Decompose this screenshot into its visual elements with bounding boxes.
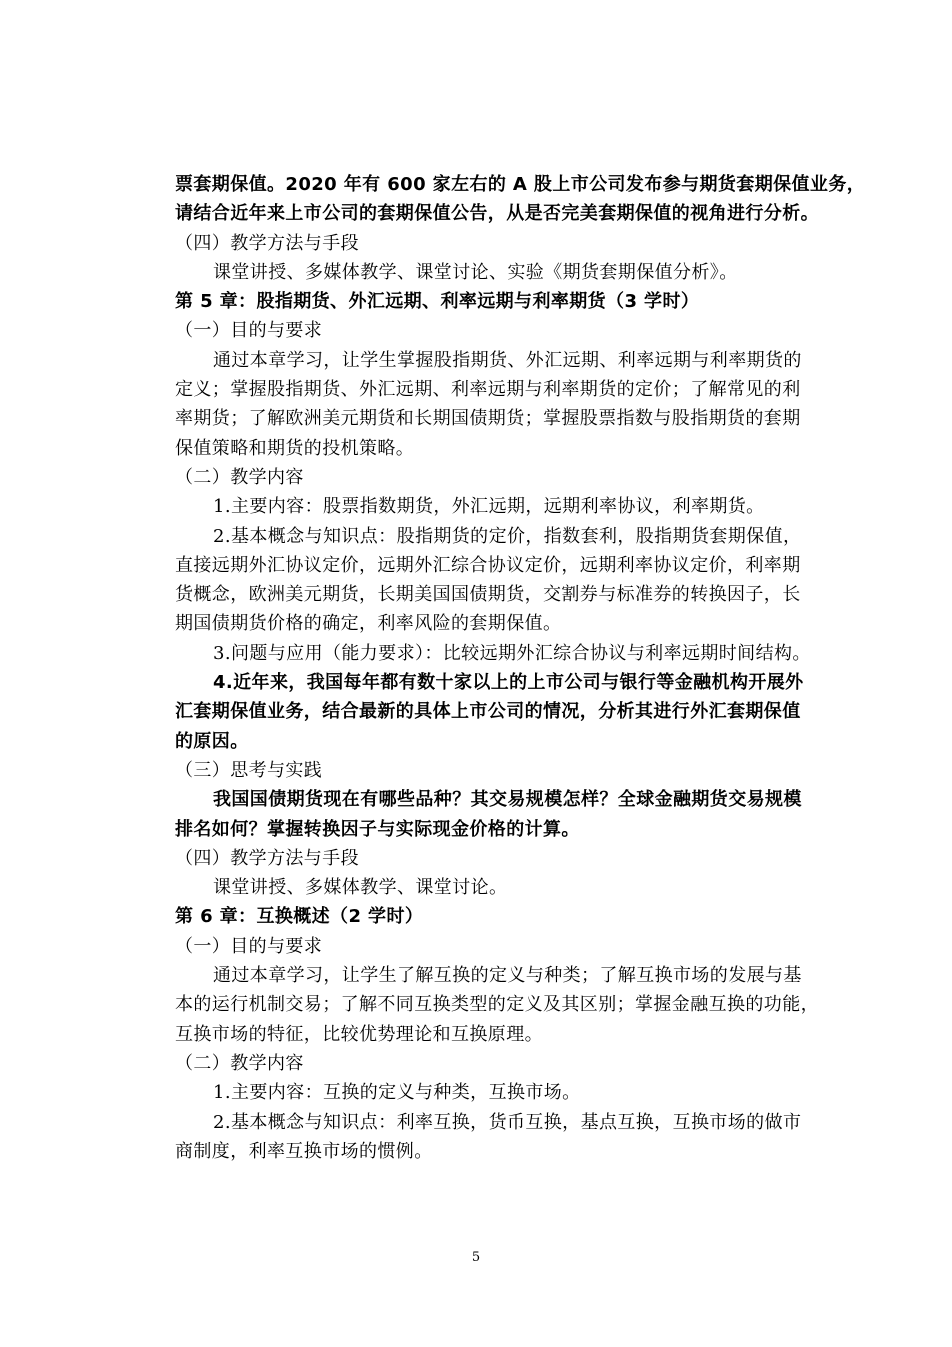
page-number: 5: [471, 1250, 481, 1265]
text-line: （一）目的与要求: [175, 935, 323, 957]
text-line: 第 5 章：股指期货、外汇远期、利率远期与利率期货（3 学时）: [175, 291, 700, 313]
text-line: 课堂讲授、多媒体教学、课堂讨论、实验《期货套期保值分析》。: [213, 261, 738, 283]
text-line: 保值策略和期货的投机策略。: [175, 437, 415, 459]
text-line: （四）教学方法与手段: [175, 232, 359, 254]
text-line: （四）教学方法与手段: [175, 847, 359, 869]
text-line: 直接远期外汇协议定价，远期外汇综合协议定价，远期利率协议定价，利率期: [175, 554, 801, 576]
text-line: 2.基本概念与知识点：股指期货的定价，指数套利，股指期货套期保值，: [213, 525, 802, 547]
text-line: 本的运行机制交易；了解不同互换类型的定义及其区别；掌握金融互换的功能，: [175, 994, 819, 1016]
text-line: 货概念，欧洲美元期货，长期美国国债期货，交割券与标准券的转换因子，长: [175, 584, 801, 606]
text-line: 定义；掌握股指期货、外汇远期、利率远期与利率期货的定价；了解常见的利: [175, 379, 801, 401]
text-line: 排名如何？掌握转换因子与实际现金价格的计算。: [175, 818, 580, 840]
text-line: 第 6 章：互换概述（2 学时）: [175, 906, 424, 928]
text-line: 我国国债期货现在有哪些品种？其交易规模怎样？全球金融期货交易规模: [213, 789, 802, 811]
text-line: 互换市场的特征，比较优势理论和互换原理。: [175, 1023, 543, 1045]
text-line: 请结合近年来上市公司的套期保值公告，从是否完美套期保值的视角进行分析。: [175, 203, 819, 225]
text-line: 的原因。: [175, 730, 249, 752]
text-line: （二）教学内容: [175, 1052, 304, 1074]
text-line: 率期货；了解欧洲美元期货和长期国债期货；掌握股票指数与股指期货的套期: [175, 408, 801, 430]
text-line: 通过本章学习，让学生了解互换的定义与种类；了解互换市场的发展与基: [213, 965, 802, 987]
text-line: （二）教学内容: [175, 466, 304, 488]
text-line: 2.基本概念与知识点：利率互换，货币互换，基点互换，互换市场的做市: [213, 1111, 802, 1133]
text-line: 课堂讲授、多媒体教学、课堂讨论。: [213, 877, 508, 899]
text-line: 票套期保值。2020 年有 600 家左右的 A 股上市公司发布参与期货套期保值业务，: [175, 174, 866, 195]
text-line: 1.主要内容：股票指数期货，外汇远期，远期利率协议，利率期货。: [213, 496, 765, 518]
text-line: 商制度，利率互换市场的惯例。: [175, 1140, 433, 1162]
page-body: [175, 170, 866, 1166]
text-line: 4.近年来，我国每年都有数十家以上的上市公司与银行等金融机构开展外: [213, 672, 804, 694]
text-line: 期国债期货价格的确定，利率风险的套期保值。: [175, 613, 562, 635]
text-line: 通过本章学习，让学生掌握股指期货、外汇远期、利率远期与利率期货的: [213, 349, 802, 371]
text-line: 1.主要内容：互换的定义与种类，互换市场。: [213, 1082, 581, 1104]
text-line: （三）思考与实践: [175, 759, 323, 781]
text-line: （一）目的与要求: [175, 320, 323, 342]
text-line: 3.问题与应用（能力要求）：比较远期外汇综合协议与利率远期时间结构。: [213, 642, 811, 664]
text-line: 汇套期保值业务，结合最新的具体上市公司的情况，分析其进行外汇套期保值: [175, 701, 801, 723]
